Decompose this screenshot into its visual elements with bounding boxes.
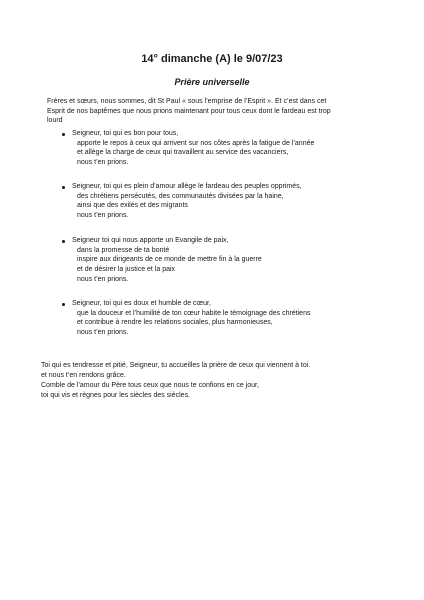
intention-line: Seigneur toi qui nous apporte un Evangile de paix, [72,237,229,244]
intention-line: ainsi que des exilés et des migrants [77,202,188,210]
bullet-icon [62,303,65,306]
bullet-icon [62,186,65,189]
closing-line: Toi qui es tendresse et pitié, Seigneur, tu accueilles la prière de ceux qui viennent à toi. [41,362,311,369]
intention-line: nous t’en prions. [77,275,129,283]
intro-line: lourd [47,117,63,125]
intention-line: apporte le repos à ceux qui arrivent sur nos côtes après la fatigue de l’année [77,139,315,147]
intention-line: et contribue à rendre les relations sociales, plus harmonieuses, [77,319,273,327]
intention-line: et allège la charge de ceux qui travaillent au service des vacanciers, [77,149,289,157]
intention-line: des chrétiens persécutés, des communautés divisées par la haine, [77,192,284,200]
intention-item [62,182,382,221]
intention-line: nous t’en prions. [77,159,129,167]
intro-line: Frères et sœurs, nous sommes, dit St Paul « sous l’emprise de l’Esprit ». Et c’est dans cet [47,98,327,105]
bullet-icon [62,240,65,243]
closing-prayer [41,361,381,401]
intention-line: dans la promesse de ta bonté [77,246,170,254]
intention-line: que la douceur et l’humilité de ton cœur habite le témoignage des chrétiens [77,309,311,317]
intention-line: Seigneur, toi qui es bon pour tous, [72,130,179,137]
intention-line: Seigneur, toi qui es doux et humble de cœur, [72,300,211,307]
intention-line: nous t’en prions. [77,212,129,220]
intention-item [62,299,382,338]
closing-line: et nous t’en rendons grâce. [41,371,126,379]
page-subtitle: Prière universelle [174,77,250,87]
intention-line: inspire aux dirigeants de ce monde de mettre fin à la guerre [77,256,262,264]
intention-line: et de désirer la justice et la paix [77,266,176,274]
bullet-icon [62,133,65,136]
intention-line: Seigneur, toi qui es plein d’amour allège le fardeau des peuples opprimés, [72,183,302,190]
intention-line: nous t’en prions. [77,329,129,337]
closing-line: Comble de l’amour du Père tous ceux que nous te confions en ce jour, [41,381,259,389]
intro-paragraph [47,97,377,126]
intro-line: Esprit de nos baptêmes que nous prions maintenant pour tous ceux dont le fardeau est trop [47,107,331,115]
page-title: 14° dimanche (A) le 9/07/23 [141,53,283,65]
intention-item [62,236,382,285]
intention-item [62,129,382,168]
closing-line: toi qui vis et règnes pour les siècles des siècles. [41,391,191,399]
